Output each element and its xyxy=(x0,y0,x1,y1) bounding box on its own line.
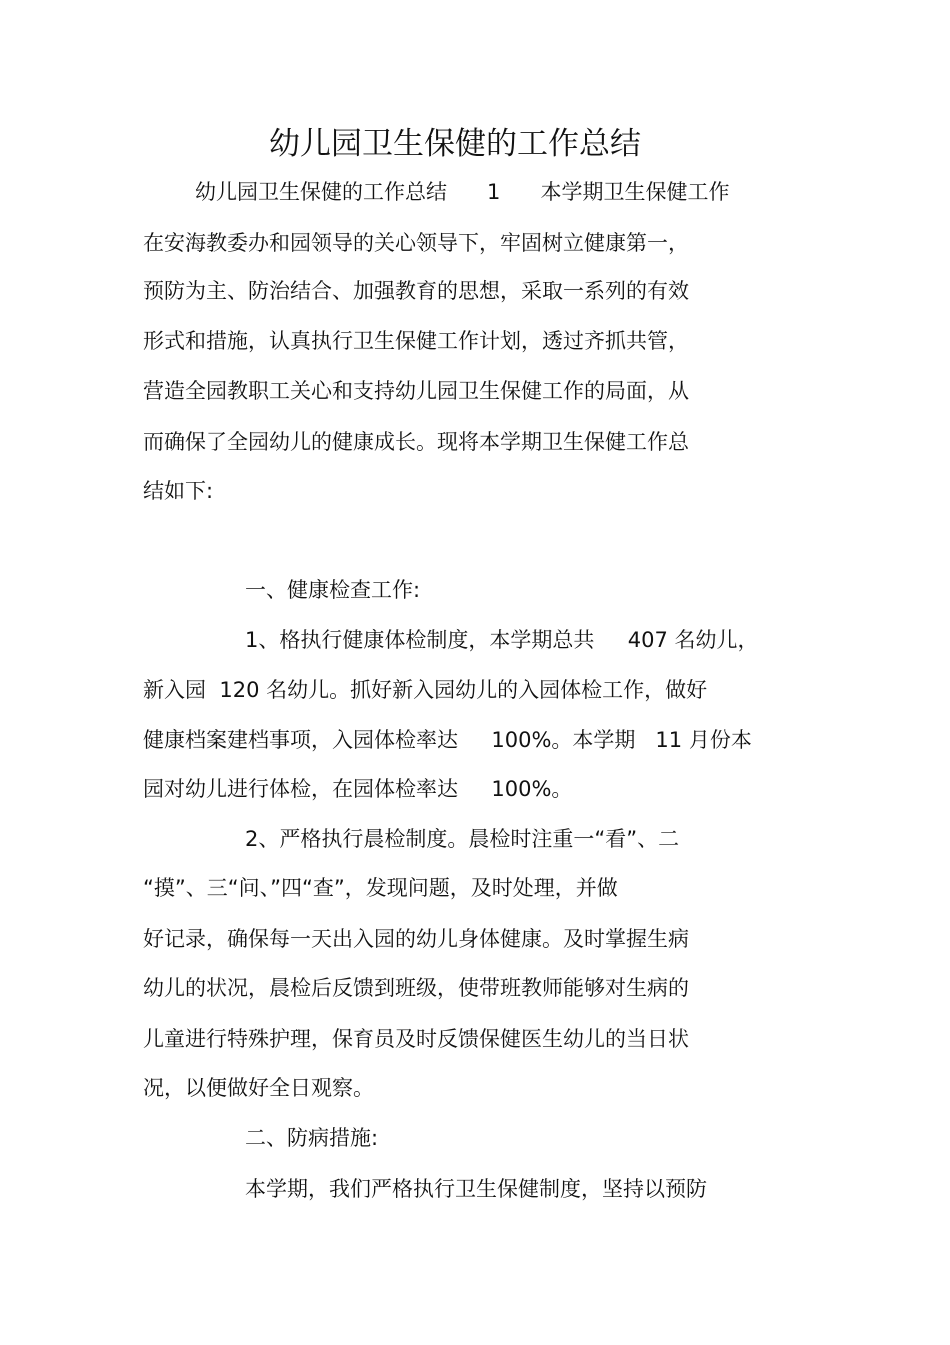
paragraph-line: “摸”、三“问、”四“查”，发现问题，及时处理，并做 xyxy=(143,876,618,900)
paragraph-line: 本学期，我们严格执行卫生保健制度，坚持以预防 xyxy=(245,1177,707,1201)
paragraph-line: 1、格执行健康体检制度，本学期总共 407 名幼儿， xyxy=(245,628,759,652)
paragraph-line: 结如下: xyxy=(143,479,214,503)
paragraph-line: 幼儿园卫生保健的工作总结 1 本学期卫生保健工作 xyxy=(195,180,730,204)
section-heading: 二、防病措施: xyxy=(245,1126,379,1150)
paragraph-line: 形式和措施，认真执行卫生保健工作计划，透过齐抓共管， xyxy=(143,329,689,353)
paragraph-line: 健康档案建档事项，入园体检率达 100%。本学期 11 月份本 xyxy=(143,728,752,752)
paragraph-line: 营造全园教职工关心和支持幼儿园卫生保健工作的局面，从 xyxy=(143,379,689,403)
paragraph-line: 幼儿的状况，晨检后反馈到班级，使带班教师能够对生病的 xyxy=(143,976,689,1000)
paragraph-line: 而确保了全园幼儿的健康成长。现将本学期卫生保健工作总 xyxy=(143,430,689,454)
paragraph-line: 况，以便做好全日观察。 xyxy=(143,1076,374,1100)
paragraph-line: 儿童进行特殊护理，保育员及时反馈保健医生幼儿的当日状 xyxy=(143,1027,689,1051)
section-heading: 一、健康检查工作: xyxy=(245,578,421,602)
paragraph-line: 预防为主、防治结合、加强教育的思想，采取一系列的有效 xyxy=(143,279,689,303)
paragraph-line: 好记录，确保每一天出入园的幼儿身体健康。及时掌握生病 xyxy=(143,927,689,951)
paragraph-line: 园对幼儿进行体检，在园体检率达 100%。 xyxy=(143,777,573,801)
paragraph-line: 新入园 120 名幼儿。抓好新入园幼儿的入园体检工作，做好 xyxy=(143,678,708,702)
paragraph-line: 在安海教委办和园领导的关心领导下，牢固树立健康第一， xyxy=(143,231,689,255)
paragraph-line: 2、严格执行晨检制度。晨检时注重一“看”、二 xyxy=(245,827,680,851)
document-title: 幼儿园卫生保健的工作总结 xyxy=(269,126,641,162)
